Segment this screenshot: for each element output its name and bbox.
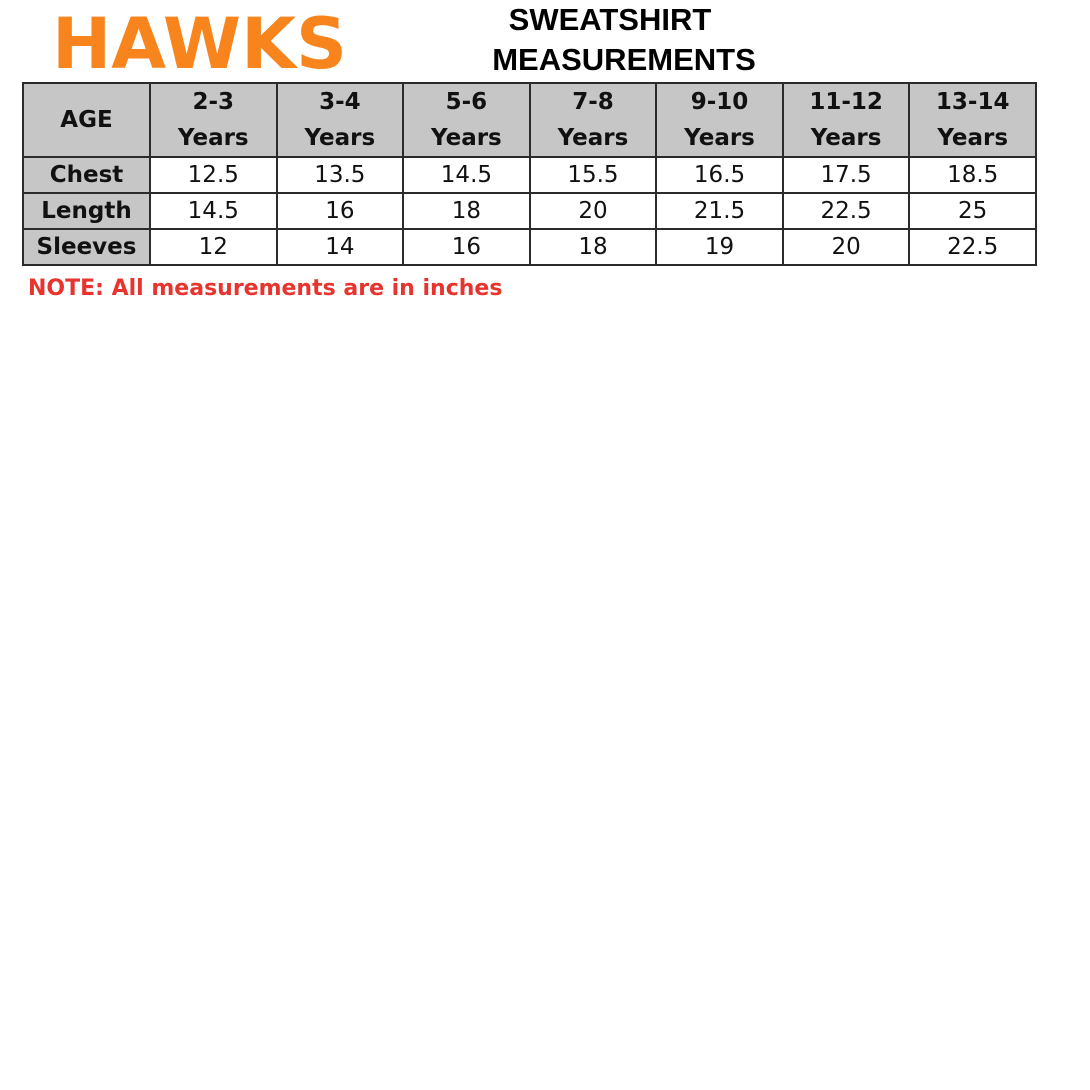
age-range: 7-8 — [572, 89, 614, 115]
page-title — [440, 0, 790, 80]
row-label: Length — [23, 193, 150, 229]
age-header: AGE — [23, 83, 150, 157]
column-header — [150, 83, 277, 157]
age-unit: Years — [557, 125, 629, 151]
table-row-length — [23, 193, 1036, 229]
age-unit: Years — [937, 125, 1009, 151]
table-cell: 15.5 — [530, 157, 657, 193]
column-header — [403, 83, 530, 157]
table-cell: 16.5 — [656, 157, 783, 193]
age-range: 5-6 — [445, 89, 488, 115]
hawks-logo — [52, 6, 352, 76]
title-line-2: MEASUREMENTS — [492, 42, 756, 77]
age-range: 3-4 — [319, 89, 361, 115]
table-cell: 14 — [277, 229, 404, 265]
table-cell: 19 — [656, 229, 783, 265]
column-header — [530, 83, 657, 157]
row-label: Sleeves — [23, 229, 150, 265]
age-unit: Years — [431, 125, 502, 151]
age-unit: Years — [304, 125, 376, 151]
table-cell: 20 — [530, 193, 657, 229]
table-cell: 25 — [909, 193, 1036, 229]
table-cell: 20 — [783, 229, 910, 265]
age-range: 11-12 — [809, 89, 883, 115]
table-cell: 12 — [150, 229, 277, 265]
table-cell: 16 — [277, 193, 404, 229]
table-cell: 14.5 — [150, 193, 277, 229]
table-cell: 16 — [403, 229, 530, 265]
table-cell: 18 — [403, 193, 530, 229]
table-row-chest — [23, 157, 1036, 193]
age-unit: Years — [684, 125, 755, 151]
age-unit: Years — [177, 125, 249, 151]
age-range: 2-3 — [192, 89, 235, 115]
table-cell: 18.5 — [909, 157, 1036, 193]
measurement-note: NOTE: All measurements are in inches — [28, 276, 503, 301]
table-cell: 21.5 — [656, 193, 783, 229]
column-header — [656, 83, 783, 157]
table-cell: 17.5 — [783, 157, 910, 193]
table-row-sleeves — [23, 229, 1036, 265]
hawks-logo-graphic — [52, 6, 352, 76]
header-row — [23, 83, 1036, 157]
age-range: 13-14 — [935, 89, 1010, 115]
table-cell: 22.5 — [909, 229, 1036, 265]
table-cell: 22.5 — [783, 193, 910, 229]
measurements-table-container — [22, 82, 1037, 266]
table-cell: 12.5 — [150, 157, 277, 193]
table-cell: 13.5 — [277, 157, 404, 193]
table-cell: 14.5 — [403, 157, 530, 193]
title-line-1: SWEATSHIRT — [508, 2, 712, 37]
age-unit: Years — [810, 125, 882, 151]
logo-wordmark: HAWKS — [52, 6, 347, 76]
column-header — [783, 83, 910, 157]
table-cell: 18 — [530, 229, 657, 265]
column-header — [277, 83, 404, 157]
column-header — [909, 83, 1036, 157]
age-range: 9-10 — [690, 89, 749, 115]
row-label: Chest — [23, 157, 150, 193]
measurements-table — [22, 82, 1037, 266]
